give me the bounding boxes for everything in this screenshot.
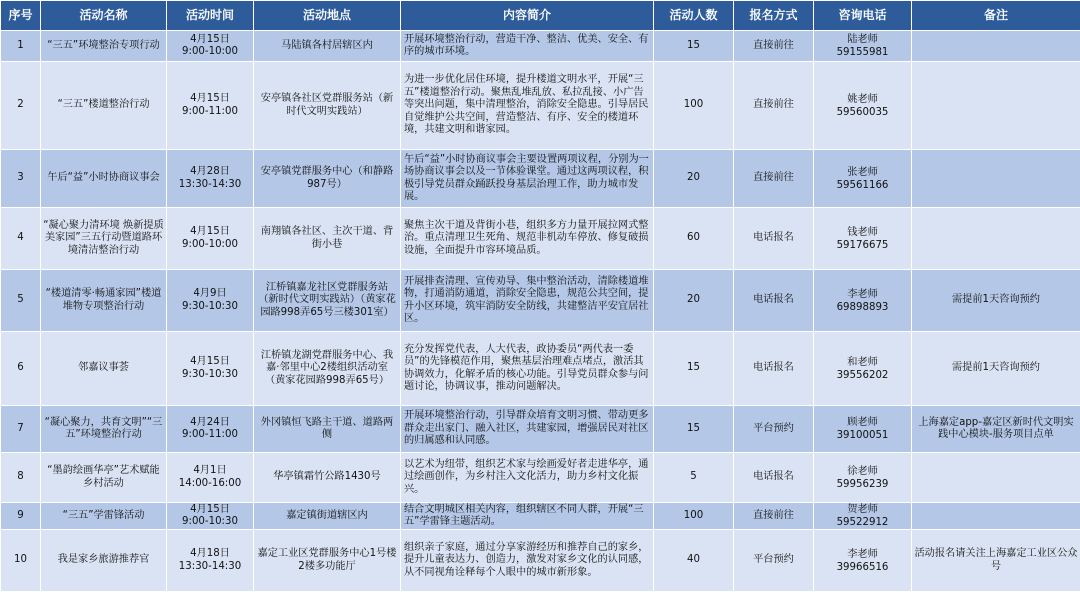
table-row	[1, 208, 1080, 270]
cell-signup-signup: 直接前往	[753, 509, 794, 521]
cell-phone-phone: 59155981	[836, 47, 889, 58]
cell-name	[41, 150, 167, 208]
cell-place-place: 马陆镇各村居辖区内	[281, 39, 373, 51]
cell-name	[41, 406, 167, 453]
cell-phone-contact: 和老师	[847, 356, 878, 368]
cell-phone-contact: 李老师	[847, 288, 878, 300]
cell-time	[167, 332, 254, 406]
cell-signup	[734, 332, 814, 406]
cell-signup	[734, 62, 814, 150]
table-row	[1, 270, 1080, 332]
cell-time-date: 4月15日	[190, 33, 230, 45]
cell-place-place: 嘉定镇街道辖区内	[286, 509, 368, 521]
cell-count-count: 15	[687, 39, 700, 51]
cell-signup-signup: 电话报名	[753, 294, 794, 306]
cell-time-time: 13:30-14:30	[178, 178, 242, 190]
header-signup: 报名方式	[734, 1, 814, 31]
cell-note	[912, 406, 1080, 453]
cell-time	[167, 270, 254, 332]
cell-note	[912, 453, 1080, 503]
cell-phone-contact: 贺老师	[847, 504, 878, 515]
cell-time	[167, 150, 254, 208]
cell-no-no: 6	[17, 362, 24, 374]
cell-count	[654, 332, 734, 406]
cell-name	[41, 31, 167, 62]
cell-place	[254, 406, 401, 453]
cell-signup-signup: 平台预约	[753, 554, 794, 566]
cell-no-no: 10	[14, 554, 27, 566]
cell-time-time: 9:00-10:00	[182, 238, 238, 250]
cell-place	[254, 150, 401, 208]
cell-count-count: 20	[687, 172, 700, 184]
table-row	[1, 31, 1080, 62]
cell-note	[912, 208, 1080, 270]
header-phone: 咨询电话	[814, 1, 912, 31]
cell-phone-contact: 李老师	[847, 548, 878, 560]
table-row	[1, 530, 1080, 592]
cell-place-place: 江桥镇龙湖党群服务中心、我嘉·邻里中心2楼组织活动室（黄家花园路998弄65号）	[260, 349, 394, 386]
cell-time-date: 4月18日	[190, 548, 230, 560]
cell-time-time: 14:00-16:00	[178, 477, 242, 489]
cell-count	[654, 453, 734, 503]
cell-time-date: 4月28日	[190, 166, 230, 178]
cell-signup	[734, 406, 814, 453]
cell-intro	[401, 270, 654, 332]
cell-time	[167, 62, 254, 150]
cell-no-no: 8	[17, 471, 24, 483]
cell-intro	[401, 150, 654, 208]
cell-intro-intro: 结合文明城区相关内容，组织辖区不同人群，开展“三五”学雷锋主题活动。	[404, 503, 644, 527]
cell-time-time: 9:00-10:00	[182, 46, 238, 57]
cell-place	[254, 453, 401, 503]
cell-intro	[401, 503, 654, 530]
cell-no	[1, 406, 41, 453]
cell-signup-signup: 直接前往	[753, 172, 794, 184]
cell-phone-phone: 39556202	[836, 369, 889, 381]
cell-phone	[814, 62, 912, 150]
cell-note	[912, 150, 1080, 208]
cell-time	[167, 503, 254, 530]
cell-place	[254, 503, 401, 530]
table-row	[1, 332, 1080, 406]
cell-count	[654, 406, 734, 453]
cell-place	[254, 270, 401, 332]
cell-time-date: 4月1日	[193, 465, 227, 477]
cell-count-count: 15	[687, 362, 700, 374]
cell-name-name: “三五”楼道整治行动	[57, 99, 150, 111]
cell-no-no: 2	[17, 99, 24, 111]
cell-phone	[814, 31, 912, 62]
cell-no	[1, 208, 41, 270]
cell-count	[654, 150, 734, 208]
cell-phone-contact: 顾老师	[847, 417, 878, 428]
cell-no	[1, 503, 41, 530]
cell-intro-intro: 以艺术为纽带，组织艺术家与绘画爱好者走进华亭，通过绘画创作，为乡村注入文化活力，助力乡村文化振兴。	[404, 458, 649, 495]
cell-intro-intro: 开展排查清理、宣传劝导、集中整治活动，清除楼道堆物，打通消防通道，消除安全隐患，规范公共空间，提升小区环境，筑牢消防安全防线，共建整洁平安宜居社区。	[404, 275, 649, 324]
cell-signup-signup: 电话报名	[753, 362, 794, 374]
cell-note-note: 上海嘉定app-嘉定区新时代文明实践中心模块-服务项目点单	[918, 416, 1074, 440]
cell-name	[41, 270, 167, 332]
cell-count-count: 15	[687, 422, 700, 434]
cell-phone-phone: 69898893	[836, 301, 889, 313]
cell-no-no: 3	[17, 172, 24, 184]
cell-intro	[401, 208, 654, 270]
cell-count-count: 100	[683, 99, 704, 111]
cell-intro	[401, 62, 654, 150]
cell-note-note: 需提前1天咨询预约	[952, 362, 1040, 374]
cell-name-name: 午后“益”小时协商议事会	[47, 172, 160, 184]
cell-count-count: 100	[683, 509, 704, 521]
cell-place	[254, 62, 401, 150]
table-row	[1, 453, 1080, 503]
cell-name-name: “楼道清零·畅通家园”楼道堆物专项整治行动	[45, 288, 162, 312]
cell-intro-intro: 充分发挥党代表，人大代表，政协委员“两代表一委员”的先锋模范作用，聚焦基层治理难点堵点，激活其协调效力，化解矛盾的核心功能。引导党员群众参与问题讨论，协调议事，推动问题解决。	[404, 343, 649, 392]
cell-place-place: 安亭镇党群服务中心（和静路987号）	[260, 166, 394, 190]
cell-time	[167, 530, 254, 592]
cell-note	[912, 62, 1080, 150]
cell-time	[167, 208, 254, 270]
cell-name-name: “凝心聚力清环境 焕新提质美家园”三五行动暨道路环境清洁整治行动	[43, 219, 164, 256]
cell-name	[41, 530, 167, 592]
cell-signup	[734, 503, 814, 530]
cell-signup	[734, 530, 814, 592]
cell-name	[41, 503, 167, 530]
cell-intro	[401, 406, 654, 453]
cell-time-time: 9:30-10:30	[182, 368, 238, 380]
cell-time-date: 4月15日	[190, 93, 230, 105]
cell-place	[254, 31, 401, 62]
header-place: 活动地点	[254, 1, 401, 31]
cell-no-no: 7	[17, 422, 24, 434]
table-row	[1, 406, 1080, 453]
cell-intro-intro: 聚焦主次干道及背街小巷，组织多方力量开展拉网式整治。重点清理卫生死角、规范非机动车停放、修复破损设施，全面提升市容环境品质。	[404, 219, 649, 256]
cell-count	[654, 530, 734, 592]
header-name: 活动名称	[41, 1, 167, 31]
cell-signup	[734, 453, 814, 503]
cell-name	[41, 332, 167, 406]
cell-phone-contact: 徐老师	[847, 465, 878, 477]
cell-name-name: 我是家乡旅游推荐官	[57, 554, 150, 566]
cell-phone-contact: 陆老师	[847, 34, 878, 45]
cell-name-name: 邻嘉议事荟	[78, 362, 129, 374]
cell-name	[41, 62, 167, 150]
cell-note	[912, 270, 1080, 332]
cell-count	[654, 208, 734, 270]
cell-no	[1, 270, 41, 332]
cell-time-date: 4月24日	[190, 416, 230, 428]
cell-name-name: “墨韵绘画华亭”艺术赋能乡村活动	[47, 465, 160, 489]
cell-phone-phone: 39966516	[836, 561, 889, 573]
cell-note-note: 活动报名请关注上海嘉定工业区公众号	[914, 548, 1078, 572]
table-row	[1, 503, 1080, 530]
cell-no-no: 4	[17, 232, 24, 244]
cell-time	[167, 406, 254, 453]
cell-time	[167, 453, 254, 503]
cell-note	[912, 530, 1080, 592]
cell-place-place: 安亭镇各社区党群服务站（新时代文明实践站）	[260, 93, 394, 117]
cell-place-place: 嘉定工业区党群服务中心1号楼2楼多功能厅	[257, 548, 397, 572]
cell-phone-phone: 59561166	[836, 179, 889, 191]
table-row	[1, 62, 1080, 150]
cell-place-place: 外冈镇恒飞路主干道、道路两侧	[260, 416, 394, 440]
cell-signup-signup: 直接前往	[753, 99, 794, 111]
cell-name-name: “凝心聚力，共育文明”“三五”环境整治行动	[44, 416, 163, 440]
header-count: 活动人数	[654, 1, 734, 31]
cell-intro-intro: 午后“益”小时协商议事会主要设置两项议程，分别为一场协商议事会以及一节体验课堂。通过这两项议程，积极引导党员群众踊跃投身基层治理工作，助力城市发展。	[404, 153, 649, 202]
cell-count-count: 20	[687, 294, 700, 306]
cell-intro	[401, 530, 654, 592]
cell-time-date: 4月15日	[190, 356, 230, 368]
cell-phone-phone: 59956239	[836, 478, 889, 490]
cell-signup-signup: 直接前往	[753, 39, 794, 51]
cell-time-date: 4月9日	[193, 288, 227, 300]
cell-signup	[734, 150, 814, 208]
cell-time	[167, 31, 254, 62]
cell-count-count: 5	[690, 471, 697, 483]
cell-no	[1, 453, 41, 503]
cell-intro	[401, 31, 654, 62]
cell-count-count: 40	[687, 554, 700, 566]
table-row	[1, 150, 1080, 208]
cell-phone-contact: 姚老师	[847, 93, 878, 105]
cell-phone	[814, 150, 912, 208]
cell-phone-phone: 59176675	[836, 239, 889, 251]
cell-count	[654, 503, 734, 530]
cell-note	[912, 31, 1080, 62]
cell-name-name: “三五”学雷锋活动	[62, 509, 145, 521]
cell-signup-signup: 电话报名	[753, 471, 794, 483]
cell-place-place: 江桥镇嘉龙社区党群服务站（新时代文明实践站）（黄家花园路998弄65号三楼301室）	[258, 281, 396, 318]
cell-phone	[814, 332, 912, 406]
cell-time-date: 4月15日	[190, 503, 230, 515]
cell-signup	[734, 270, 814, 332]
cell-place-place: 华亭镇霜竹公路1430号	[273, 471, 381, 483]
cell-phone	[814, 453, 912, 503]
cell-intro	[401, 332, 654, 406]
cell-phone-contact: 钱老师	[847, 226, 878, 238]
cell-note-note: 需提前1天咨询预约	[952, 294, 1040, 306]
cell-phone-phone: 59522912	[836, 517, 889, 528]
cell-intro-intro: 组织亲子家庭，通过分享家游经历和推荐自己的家乡，提升儿童表达力、创造力，激发对家乡文化的认同感，从不同视角诠释每个人眼中的城市新形象。	[404, 541, 649, 578]
cell-place	[254, 530, 401, 592]
cell-signup-signup: 平台预约	[753, 422, 794, 434]
cell-signup	[734, 208, 814, 270]
cell-name	[41, 453, 167, 503]
cell-count-count: 60	[687, 232, 700, 244]
cell-no	[1, 530, 41, 592]
header-note: 备注	[912, 1, 1080, 31]
cell-time-time: 9:00-11:00	[182, 429, 238, 440]
cell-no	[1, 31, 41, 62]
cell-phone	[814, 406, 912, 453]
cell-phone-contact: 张老师	[847, 166, 878, 178]
cell-time-time: 9:30-10:30	[182, 300, 238, 312]
cell-time-date: 4月15日	[190, 226, 230, 238]
cell-phone-phone: 59560035	[836, 106, 889, 118]
cell-signup	[734, 31, 814, 62]
header-intro: 内容简介	[401, 1, 654, 31]
cell-intro-intro: 开展环境整治行动，营造干净、整洁、优美、安全、有序的城市环境。	[404, 33, 649, 57]
cell-phone	[814, 530, 912, 592]
cell-name-name: “三五”环境整治专项行动	[47, 39, 160, 51]
cell-intro	[401, 453, 654, 503]
header-no: 序号	[1, 1, 41, 31]
cell-time-time: 9:00-10:30	[182, 516, 238, 527]
cell-place	[254, 332, 401, 406]
cell-count	[654, 62, 734, 150]
cell-time-time: 9:00-11:00	[182, 105, 238, 117]
cell-phone	[814, 503, 912, 530]
cell-signup-signup: 电话报名	[753, 232, 794, 244]
cell-intro-intro: 为进一步优化居住环境，提升楼道文明水平，开展“三五”楼道整治行动。聚焦乱堆乱放、私拉乱接、小广告等突出问题，集中清理整治，消除安全隐患。引导居民自觉维护公共空间，营造整洁、有序、安全的楼道环境，共建文明和谐家园。	[404, 74, 649, 136]
cell-name	[41, 208, 167, 270]
cell-note	[912, 503, 1080, 530]
cell-no-no: 1	[17, 39, 24, 51]
cell-no	[1, 150, 41, 208]
cell-phone-phone: 39100051	[836, 430, 889, 441]
cell-count	[654, 270, 734, 332]
cell-intro-intro: 开展环境整治行动，引导群众培育文明习惯、带动更多群众走出家门、融入社区，共建家园，增强居民对社区的归属感和认同感。	[404, 410, 649, 447]
header-time: 活动时间	[167, 1, 254, 31]
cell-time-time: 13:30-14:30	[178, 560, 242, 572]
cell-no-no: 9	[17, 509, 24, 521]
cell-no	[1, 332, 41, 406]
cell-phone	[814, 270, 912, 332]
header-row	[1, 1, 1080, 31]
cell-no-no: 5	[17, 294, 24, 306]
cell-note	[912, 332, 1080, 406]
cell-count	[654, 31, 734, 62]
cell-phone	[814, 208, 912, 270]
cell-no	[1, 62, 41, 150]
cell-place-place: 南翔镇各社区、主次干道、背街小巷	[260, 226, 394, 250]
cell-place	[254, 208, 401, 270]
